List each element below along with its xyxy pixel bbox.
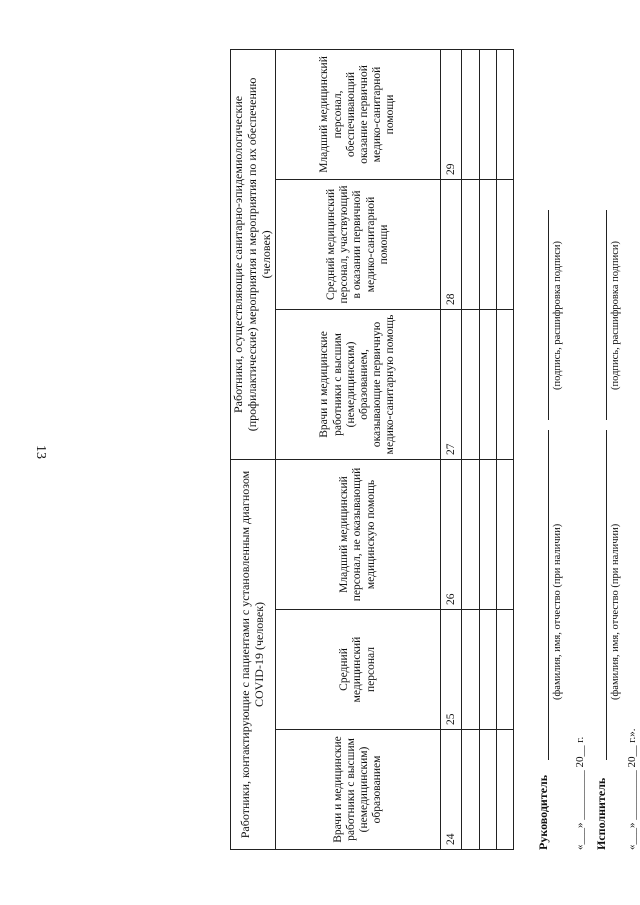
group-header-contacting: Работники, контактирующие с пациентами с установленным диагнозом COVID-19 (человек) xyxy=(231,459,276,849)
column-header: Младший медицинский персонал, обеспечивающий оказание первичной медико-санитарной помощи xyxy=(275,49,440,179)
column-number: 24 xyxy=(441,730,462,850)
table-cell xyxy=(462,179,479,309)
table-cell xyxy=(496,610,513,730)
column-number: 28 xyxy=(441,179,462,309)
exec-sign-line xyxy=(606,210,607,420)
column-header: Младший медицинский персонал, не оказывающий медицинскую помощь xyxy=(275,459,440,609)
table-cell xyxy=(479,459,496,609)
head-name-line xyxy=(548,430,549,760)
column-header: Средний медицинский персонал, участвующий в оказании первичной медико-санитарной помощи xyxy=(275,179,440,309)
table-row xyxy=(462,49,479,849)
head-date: «___» _________ 20__ г. xyxy=(574,736,586,850)
table-cell xyxy=(479,49,496,179)
exec-name-caption: (фамилия, имя, отчество (при наличии) xyxy=(610,523,621,700)
head-sign-line xyxy=(548,210,549,420)
table-row xyxy=(479,49,496,849)
group-header-sanitary: Работники, осуществляющие санитарно-эпидемиологические (профилактические) мероприятия и мероприятия по их обеспечению (человек) xyxy=(231,49,276,459)
exec-name-line xyxy=(606,430,607,760)
table-cell xyxy=(496,309,513,459)
table-row xyxy=(496,49,513,849)
page-number: 13 xyxy=(33,445,48,459)
head-name-caption: (фамилия, имя, отчество (при наличии) xyxy=(552,523,563,700)
signature-block xyxy=(526,50,638,850)
table-cell xyxy=(496,730,513,850)
table-cell xyxy=(462,309,479,459)
column-number: 27 xyxy=(441,309,462,459)
table-cell xyxy=(496,179,513,309)
column-number: 29 xyxy=(441,49,462,179)
head-sign-caption: (подпись, расшифровка подписи) xyxy=(552,240,563,390)
exec-sign-caption: (подпись, расшифровка подписи) xyxy=(610,240,621,390)
table-cell xyxy=(496,49,513,179)
column-header: Врачи и медицинские работники с высшим (немедицинским) образованием, оказывающие первичную медико-санитарную помощь xyxy=(275,309,440,459)
column-number: 25 xyxy=(441,610,462,730)
exec-label: Исполнитель xyxy=(594,777,608,850)
table-cell xyxy=(479,179,496,309)
rotated-page-content xyxy=(230,50,638,850)
column-number: 26 xyxy=(441,459,462,609)
table-cell xyxy=(496,459,513,609)
statistics-table xyxy=(230,49,514,850)
exec-date: «___» _________ 20__ г.». xyxy=(626,728,638,850)
table-cell xyxy=(462,730,479,850)
table-cell xyxy=(462,49,479,179)
table-cell xyxy=(479,730,496,850)
table-cell xyxy=(479,309,496,459)
table-cell xyxy=(462,459,479,609)
table-cell xyxy=(479,610,496,730)
column-header: Средний медицинский персонал xyxy=(275,610,440,730)
table-cell xyxy=(462,610,479,730)
column-header: Врачи и медицинские работники с высшим (немедицинским) образованием xyxy=(275,730,440,850)
head-label: Руководитель xyxy=(536,774,550,850)
